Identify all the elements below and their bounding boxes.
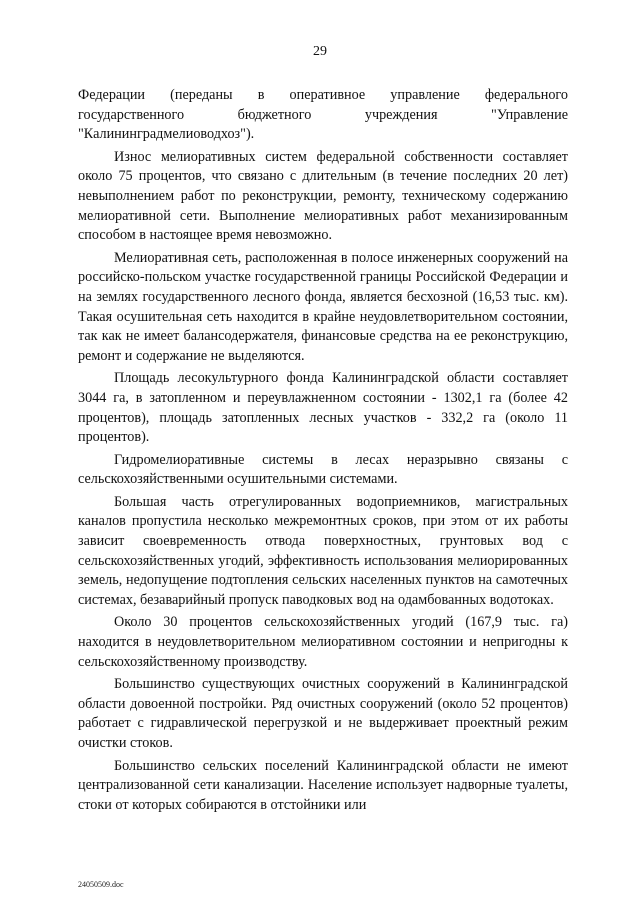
paragraph: Большинство существующих очистных сооружений в Калининградской области довоенной постройки. Ряд очистных сооружений (около 52 процентов) работает с гидравлической перегрузкой и не выдерживает проектный режим очистки стоков. — [78, 676, 568, 751]
paragraph: Гидромелиоративные системы в лесах неразрывно связаны с сельскохозяйственными осушительными системами. — [78, 451, 568, 488]
paragraph: Большинство сельских поселений Калининградской области не имеют централизованной сети канализации. Население использует надворные туалеты, стоки от которых собираются в отстойники или — [78, 757, 568, 813]
paragraph: Износ мелиоративных систем федеральной собственности составляет около 75 процентов, что связано с длительным (в течение последних 20 лет) невыполнением работ по реконструкции, ремонту, техническому содержанию мелиоративной сети. Выполнение мелиоративных работ механизированным способом в настоящее время невозможно. — [78, 148, 568, 244]
footer-filename: 24050509.doc — [78, 880, 124, 889]
paragraph: Мелиоративная сеть, расположенная в полосе инженерных сооружений на российско-польском участке государственной границы Российской Федерации и на землях государственного лесного фонда, является бесхозной (16,53 тыс. км). Такая осушительная сеть находится в крайне неудовлетворительном состоянии, так как не имеет балансодержателя, финансовые средства на ее реконструкцию, ремонт и содержание не выделяются. — [78, 249, 568, 364]
paragraph: Большая часть отрегулированных водоприемников, магистральных каналов пропустила несколько межремонтных сроков, при этом от их работы зависит своевременность отвода поверхностных, грунтовых вод с сельскохозяйственных угодий, эффективность использования мелиорированных земель, недопущение подтопления сельских населенных пунктов на самотечных системах, безаварийный пропуск паводковых вод на одамбованных водотоках. — [78, 493, 568, 608]
document-body — [78, 86, 568, 815]
page-number: 29 — [313, 44, 327, 59]
paragraph: Площадь лесокультурного фонда Калининградской области составляет 3044 га, в затопленном и переувлажненном состоянии - 1302,1 га (более 42 процентов), площадь затопленных лесных участков - 332,2 га (около 11 процентов). — [78, 370, 568, 446]
paragraph: Около 30 процентов сельскохозяйственных угодий (167,9 тыс. га) находится в неудовлетворительном мелиоративном состоянии и непригодны к сельскохозяйственному производству. — [78, 614, 568, 670]
paragraph: Федерации (переданы в оперативное управление федерального государственного бюджетного учреждения "Управление "Калининградмелиоводхоз"). — [78, 87, 568, 143]
